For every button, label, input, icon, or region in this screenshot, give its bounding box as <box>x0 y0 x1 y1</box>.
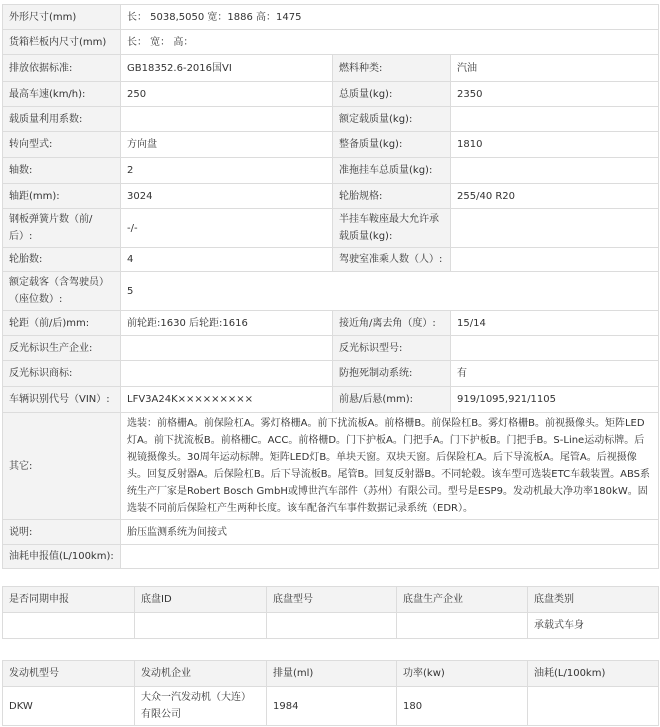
chassis-cell: 承载式车身 <box>528 613 659 639</box>
spec-value: 长： 宽： 高： <box>121 30 659 55</box>
spec-row <box>3 311 659 336</box>
spec-row <box>3 272 659 311</box>
spec-value: 3024 <box>121 184 333 209</box>
spec-label: 半挂车鞍座最大允许承载质量(kg): <box>333 209 451 248</box>
spec-value: 15/14 <box>451 311 659 336</box>
chassis-cell <box>3 613 135 639</box>
spec-value: 2350 <box>451 82 659 107</box>
spec-label: 反光标识商标: <box>3 361 121 387</box>
spec-value: 有 <box>451 361 659 387</box>
spec-value: 919/1095,921/1105 <box>451 387 659 413</box>
spec-label: 转向型式: <box>3 132 121 158</box>
spec-table-body <box>3 5 659 569</box>
spec-row <box>3 361 659 387</box>
spec-label: 燃料种类: <box>333 55 451 82</box>
spec-value: 1810 <box>451 132 659 158</box>
spec-value: 选装：前格栅A。前保险杠A。雾灯格栅A。前下扰流板A。前格栅B。前保险杠B。雾灯格栅B。前视摄像头。矩阵LED灯A。前下扰流板B。前格栅C。ACC。前格栅D。门下护板A。门把手A。门下护板B。门把手B。S-Line运动标牌。后视镜摄像头。30周年运动标牌。矩阵LED灯B。单块天窗。双块天窗。后保险杠A。后下导流板A。尾管A。后视摄像头。回复反射器A。后保险杠B。后下导流板B。尾管B。回复反射器B。不同轮毂。该车型可选装ETC车载装置。ABS系统生产厂家是Robert Bosch GmbH或博世汽车部件（苏州）有限公司。型号是ESP9。发动机最大净功率180kW。固选装不同前后保险杠产生两种长度。该车配备汽车事件数据记录系统（EDR）。 <box>121 413 659 520</box>
engine-cell: 1984 <box>267 687 397 726</box>
chassis-header-cell: 底盘生产企业 <box>397 587 528 613</box>
spec-row <box>3 30 659 55</box>
engine-header-cell: 功率(kw) <box>397 661 528 687</box>
spec-row <box>3 82 659 107</box>
spec-label: 说明: <box>3 520 121 545</box>
spec-label: 外形尺寸(mm) <box>3 5 121 30</box>
main-spec-table <box>2 4 659 569</box>
spec-label: 钢板弹簧片数（前/后）: <box>3 209 121 248</box>
chassis-header-row <box>3 587 659 613</box>
chassis-row <box>3 613 659 639</box>
spec-row <box>3 520 659 545</box>
engine-cell: 180 <box>397 687 528 726</box>
spec-row <box>3 545 659 569</box>
spec-value: 胎压监测系统为间接式 <box>121 520 659 545</box>
spec-label: 总质量(kg): <box>333 82 451 107</box>
spec-value: 前轮距:1630 后轮距:1616 <box>121 311 333 336</box>
engine-header-cell: 排量(ml) <box>267 661 397 687</box>
spec-value <box>451 158 659 184</box>
spec-value <box>121 107 333 132</box>
spec-label: 轴数: <box>3 158 121 184</box>
engine-cell <box>528 687 659 726</box>
chassis-cell <box>267 613 397 639</box>
spec-row <box>3 209 659 248</box>
spec-value: 长： 5038,5050 宽：1886 高：1475 <box>121 5 659 30</box>
spec-value: 255/40 R20 <box>451 184 659 209</box>
spec-label: 驾驶室准乘人数（人）: <box>333 248 451 272</box>
spec-value: 方向盘 <box>121 132 333 158</box>
spec-value: LFV3A24K××××××××× <box>121 387 333 413</box>
chassis-header-cell: 底盘类别 <box>528 587 659 613</box>
engine-cell: DKW <box>3 687 135 726</box>
chassis-header-cell: 是否同期申报 <box>3 587 135 613</box>
spec-value: 250 <box>121 82 333 107</box>
spec-label: 排放依据标准: <box>3 55 121 82</box>
spec-value <box>451 336 659 361</box>
spec-row <box>3 413 659 520</box>
spec-label: 防抱死制动系统: <box>333 361 451 387</box>
engine-header-cell: 发动机型号 <box>3 661 135 687</box>
engine-table-body <box>3 687 659 726</box>
spec-label: 最高车速(km/h): <box>3 82 121 107</box>
spec-label: 接近角/离去角（度）: <box>333 311 451 336</box>
spec-label: 反光标识生产企业: <box>3 336 121 361</box>
spec-label: 反光标识型号: <box>333 336 451 361</box>
spec-value <box>451 107 659 132</box>
spec-value <box>121 545 659 569</box>
spec-row <box>3 336 659 361</box>
chassis-cell <box>397 613 528 639</box>
spec-row <box>3 184 659 209</box>
spec-value <box>121 361 333 387</box>
spec-value: -/- <box>121 209 333 248</box>
spec-row <box>3 55 659 82</box>
spec-label: 准拖挂车总质量(kg): <box>333 158 451 184</box>
spec-label: 额定载质量(kg): <box>333 107 451 132</box>
engine-row <box>3 687 659 726</box>
spec-label: 油耗申报值(L/100km): <box>3 545 121 569</box>
engine-cell: 大众一汽发动机（大连）有限公司 <box>135 687 267 726</box>
chassis-cell <box>135 613 267 639</box>
spec-label: 载质量利用系数: <box>3 107 121 132</box>
engine-header-cell: 发动机企业 <box>135 661 267 687</box>
spec-label: 轴距(mm): <box>3 184 121 209</box>
spec-value: 2 <box>121 158 333 184</box>
spec-row <box>3 107 659 132</box>
spec-label: 轮胎数: <box>3 248 121 272</box>
spec-value: 5 <box>121 272 659 311</box>
spec-label: 货箱栏板内尺寸(mm) <box>3 30 121 55</box>
chassis-table-body <box>3 613 659 639</box>
spec-value <box>451 209 659 248</box>
spec-row <box>3 248 659 272</box>
spec-label: 轮距（前/后)mm: <box>3 311 121 336</box>
spec-value: GB18352.6-2016国VI <box>121 55 333 82</box>
spec-value <box>451 248 659 272</box>
spec-label: 轮胎规格: <box>333 184 451 209</box>
spec-label: 其它: <box>3 413 121 520</box>
spec-row <box>3 132 659 158</box>
spec-label: 额定载客（含驾驶员）（座位数）: <box>3 272 121 311</box>
chassis-table <box>2 586 659 639</box>
spec-row <box>3 5 659 30</box>
spec-label: 前悬/后悬(mm): <box>333 387 451 413</box>
spec-value <box>121 336 333 361</box>
spec-value: 4 <box>121 248 333 272</box>
spec-row <box>3 387 659 413</box>
chassis-header-cell: 底盘ID <box>135 587 267 613</box>
spec-label: 车辆识别代号（VIN）: <box>3 387 121 413</box>
chassis-header-cell: 底盘型号 <box>267 587 397 613</box>
engine-header-row <box>3 661 659 687</box>
engine-table <box>2 660 659 726</box>
spec-value: 汽油 <box>451 55 659 82</box>
spec-row <box>3 158 659 184</box>
spec-label: 整备质量(kg): <box>333 132 451 158</box>
engine-header-cell: 油耗(L/100km) <box>528 661 659 687</box>
